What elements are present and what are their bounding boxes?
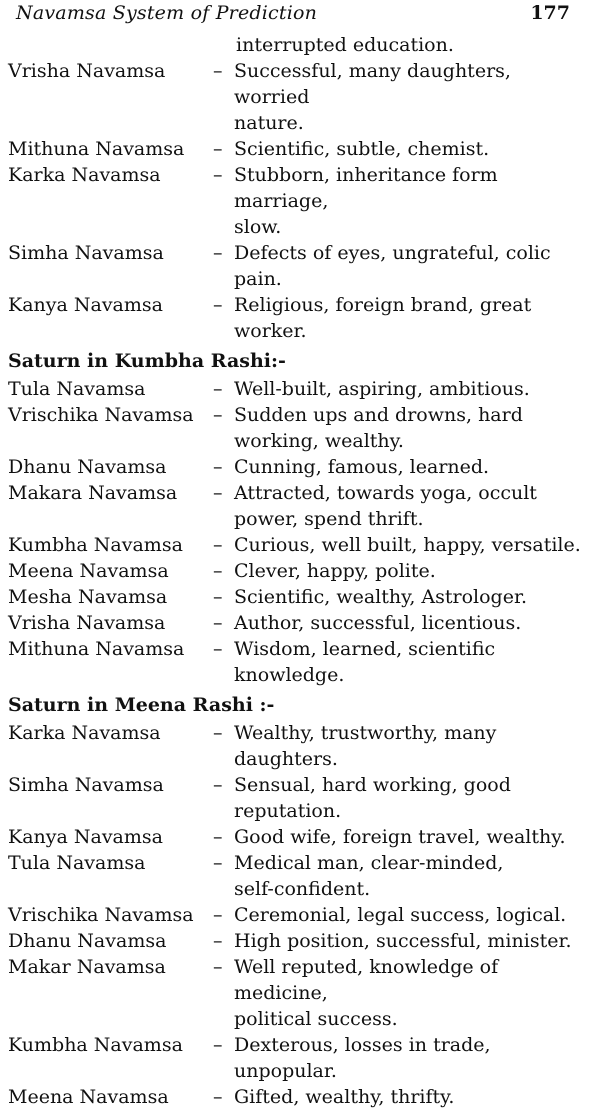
entry-row bbox=[8, 136, 592, 162]
dash-separator: – bbox=[213, 404, 223, 426]
navamsa-description: Successful, many daughters, worried nature. bbox=[234, 60, 511, 134]
entry-row bbox=[8, 772, 592, 824]
dash-separator: – bbox=[213, 456, 223, 478]
entry-row bbox=[8, 292, 592, 344]
navamsa-name: Kumbha Navamsa bbox=[8, 534, 183, 556]
navamsa-name: Karka Navamsa bbox=[8, 722, 161, 744]
page-number: 177 bbox=[530, 2, 570, 24]
dash-separator: – bbox=[213, 930, 223, 952]
navamsa-name: Meena Navamsa bbox=[8, 560, 169, 582]
entry-row bbox=[8, 610, 592, 636]
dash-separator: – bbox=[213, 164, 223, 186]
entry-row bbox=[8, 558, 592, 584]
entry-row bbox=[8, 928, 592, 954]
continued-text: interrupted education. bbox=[236, 34, 454, 56]
navamsa-description: Gifted, wealthy, thrifty. bbox=[234, 1086, 455, 1108]
navamsa-name: Mesha Navamsa bbox=[8, 586, 168, 608]
navamsa-description: Scientific, subtle, chemist. bbox=[234, 138, 490, 160]
navamsa-description: Stubborn, inheritance form marriage, slow. bbox=[234, 164, 498, 238]
navamsa-description: Medical man, clear-minded, self-confident. bbox=[234, 852, 504, 900]
entry-row bbox=[8, 1032, 592, 1084]
page-header bbox=[8, 0, 592, 32]
entries-kumbha bbox=[8, 376, 592, 688]
navamsa-name: Karka Navamsa bbox=[8, 164, 161, 186]
navamsa-name: Tula Navamsa bbox=[8, 378, 146, 400]
entry-row bbox=[8, 58, 592, 136]
navamsa-description: Clever, happy, polite. bbox=[234, 560, 436, 582]
navamsa-name: Vrischika Navamsa bbox=[8, 904, 194, 926]
entries-group-1 bbox=[8, 58, 592, 344]
navamsa-description: Sudden ups and drowns, hard working, wealthy. bbox=[234, 404, 523, 452]
running-title: Navamsa System of Prediction bbox=[16, 2, 318, 24]
entry-row bbox=[8, 824, 592, 850]
entry-row bbox=[8, 636, 592, 688]
dash-separator: – bbox=[213, 482, 223, 504]
dash-separator: – bbox=[213, 560, 223, 582]
entry-row bbox=[8, 850, 592, 902]
entry-row bbox=[8, 902, 592, 928]
dash-separator: – bbox=[213, 534, 223, 556]
entry-row bbox=[8, 720, 592, 772]
entry-row bbox=[8, 402, 592, 454]
navamsa-name: Vrischika Navamsa bbox=[8, 404, 194, 426]
entries-meena bbox=[8, 720, 592, 1110]
navamsa-description: Sensual, hard working, good reputation. bbox=[234, 774, 511, 822]
navamsa-name: Kanya Navamsa bbox=[8, 826, 163, 848]
navamsa-description: Attracted, towards yoga, occult power, spend thrift. bbox=[234, 482, 537, 530]
entry-row bbox=[8, 240, 592, 292]
navamsa-name: Dhanu Navamsa bbox=[8, 930, 167, 952]
navamsa-description: Curious, well built, happy, versatile. bbox=[234, 534, 581, 556]
dash-separator: – bbox=[213, 1086, 223, 1108]
section-heading-kumbha: Saturn in Kumbha Rashi:- bbox=[8, 350, 286, 372]
navamsa-description: Ceremonial, legal success, logical. bbox=[234, 904, 567, 926]
navamsa-description: Cunning, famous, learned. bbox=[234, 456, 490, 478]
dash-separator: – bbox=[213, 612, 223, 634]
dash-separator: – bbox=[213, 826, 223, 848]
dash-separator: – bbox=[213, 774, 223, 796]
entry-row bbox=[8, 954, 592, 1032]
navamsa-description: Wealthy, trustworthy, many daughters. bbox=[234, 722, 497, 770]
entry-row bbox=[8, 480, 592, 532]
dash-separator: – bbox=[213, 904, 223, 926]
dash-separator: – bbox=[213, 60, 223, 82]
dash-separator: – bbox=[213, 638, 223, 660]
entry-row bbox=[8, 376, 592, 402]
navamsa-name: Kanya Navamsa bbox=[8, 294, 163, 316]
entry-row bbox=[8, 1084, 592, 1110]
navamsa-name: Simha Navamsa bbox=[8, 774, 164, 796]
navamsa-description: High position, successful, minister. bbox=[234, 930, 572, 952]
entry-row bbox=[8, 162, 592, 240]
navamsa-description: Scientific, wealthy, Astrologer. bbox=[234, 586, 527, 608]
navamsa-description: Author, successful, licentious. bbox=[234, 612, 522, 634]
dash-separator: – bbox=[213, 586, 223, 608]
navamsa-name: Dhanu Navamsa bbox=[8, 456, 167, 478]
navamsa-description: Well-built, aspiring, ambitious. bbox=[234, 378, 530, 400]
entry-row bbox=[8, 454, 592, 480]
navamsa-description: Dexterous, losses in trade, unpopular. bbox=[234, 1034, 491, 1082]
dash-separator: – bbox=[213, 294, 223, 316]
navamsa-name: Vrisha Navamsa bbox=[8, 612, 166, 634]
dash-separator: – bbox=[213, 1034, 223, 1056]
navamsa-name: Mithuna Navamsa bbox=[8, 638, 185, 660]
navamsa-name: Vrisha Navamsa bbox=[8, 60, 166, 82]
dash-separator: – bbox=[213, 852, 223, 874]
section-heading-meena: Saturn in Meena Rashi :- bbox=[8, 694, 275, 716]
dash-separator: – bbox=[213, 722, 223, 744]
dash-separator: – bbox=[213, 242, 223, 264]
navamsa-description: Wisdom, learned, scientific knowledge. bbox=[234, 638, 496, 686]
navamsa-name: Kumbha Navamsa bbox=[8, 1034, 183, 1056]
navamsa-name: Meena Navamsa bbox=[8, 1086, 169, 1108]
navamsa-name: Makara Navamsa bbox=[8, 482, 178, 504]
entry-row bbox=[8, 584, 592, 610]
navamsa-description: Good wife, foreign travel, wealthy. bbox=[234, 826, 566, 848]
entry-row bbox=[8, 532, 592, 558]
navamsa-name: Mithuna Navamsa bbox=[8, 138, 185, 160]
navamsa-name: Makar Navamsa bbox=[8, 956, 166, 978]
navamsa-description: Religious, foreign brand, great worker. bbox=[234, 294, 532, 342]
dash-separator: – bbox=[213, 138, 223, 160]
navamsa-description: Defects of eyes, ungrateful, colic pain. bbox=[234, 242, 551, 290]
dash-separator: – bbox=[213, 956, 223, 978]
navamsa-name: Simha Navamsa bbox=[8, 242, 164, 264]
navamsa-description: Well reputed, knowledge of medicine, political success. bbox=[234, 956, 499, 1030]
dash-separator: – bbox=[213, 378, 223, 400]
navamsa-name: Tula Navamsa bbox=[8, 852, 146, 874]
